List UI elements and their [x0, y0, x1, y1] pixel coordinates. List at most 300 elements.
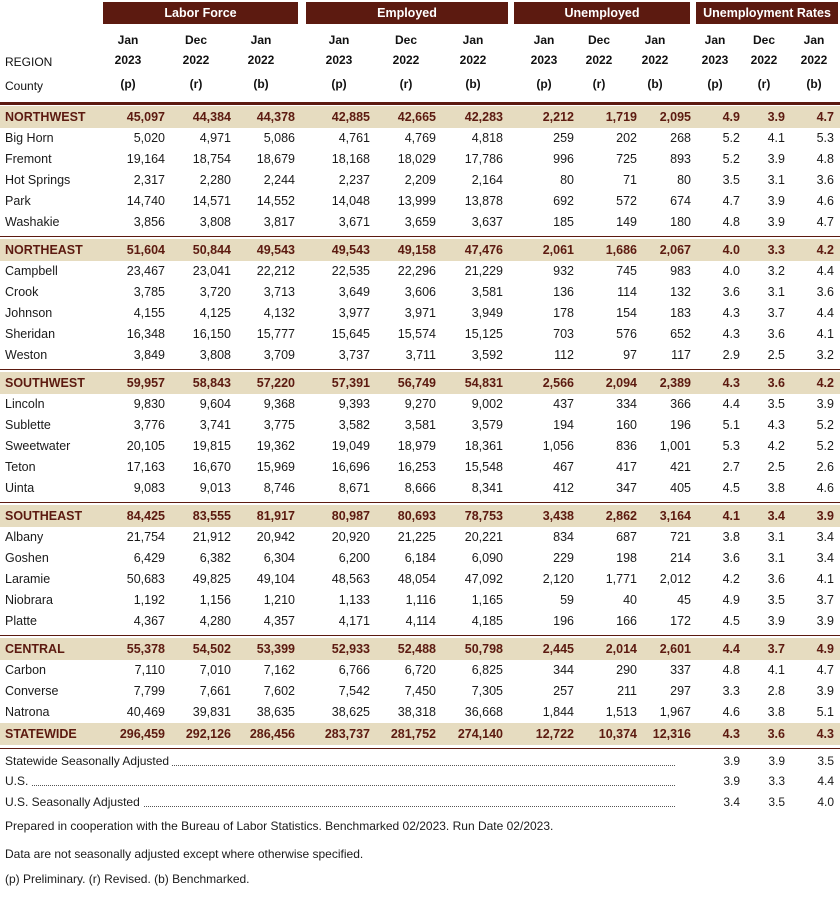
value-cell: 198: [616, 551, 637, 565]
county-name: Washakie: [5, 215, 60, 229]
value-cell: 4.7: [816, 110, 834, 124]
value-cell: 4.5: [722, 614, 740, 628]
value-cell: 4.6: [722, 705, 740, 719]
value-cell: 3.4: [767, 509, 785, 523]
value-cell: 9,830: [133, 397, 165, 411]
county-row: [0, 478, 840, 499]
column-header: (r): [189, 77, 203, 91]
county-row: [0, 611, 840, 632]
value-cell: 3,579: [471, 418, 503, 432]
value-cell: 2,862: [605, 509, 637, 523]
value-cell: 185: [553, 215, 574, 229]
county-row: [0, 415, 840, 436]
value-cell: 366: [670, 397, 691, 411]
value-cell: 15,574: [397, 327, 436, 341]
footnote: (p) Preliminary. (r) Revised. (b) Benchmarked.: [5, 872, 250, 886]
value-cell: 16,670: [192, 460, 231, 474]
value-cell: 15,548: [464, 460, 503, 474]
region-name: SOUTHWEST: [5, 376, 85, 390]
column-header: (p): [120, 77, 136, 91]
value-cell: 39,831: [192, 705, 231, 719]
value-cell: 10,374: [598, 727, 637, 741]
column-header: Dec: [752, 33, 775, 47]
value-cell: 6,382: [199, 551, 231, 565]
value-cell: 3,649: [338, 285, 370, 299]
value-cell: 14,048: [331, 194, 370, 208]
value-cell: 674: [670, 194, 691, 208]
value-cell: 3,971: [404, 306, 436, 320]
county-name: Albany: [5, 530, 44, 544]
value-cell: 8,341: [471, 481, 503, 495]
value-cell: 38,318: [397, 705, 436, 719]
value-cell: 58,843: [192, 376, 231, 390]
value-cell: 4.7: [722, 194, 740, 208]
county-row: [0, 212, 840, 233]
value-cell: 42,885: [331, 110, 370, 124]
column-header: 2023: [325, 53, 353, 67]
value-cell: 3.6: [722, 285, 740, 299]
value-cell: 1,210: [263, 593, 295, 607]
value-cell: 3,856: [133, 215, 165, 229]
value-cell: 1,056: [542, 439, 574, 453]
footnote: Prepared in cooperation with the Bureau of Labor Statistics. Benchmarked 02/2023. Run Date 02/2023.: [5, 819, 554, 833]
value-cell: 4.1: [816, 572, 834, 586]
value-cell: 268: [670, 131, 691, 145]
value-cell: 114: [617, 285, 637, 299]
value-cell: 893: [670, 152, 691, 166]
value-cell: 180: [670, 215, 691, 229]
value-cell: 3,785: [133, 285, 165, 299]
column-header: Jan: [644, 33, 666, 47]
value-cell: 6,304: [263, 551, 295, 565]
value-cell: 136: [553, 285, 574, 299]
value-cell: 6,720: [404, 663, 436, 677]
value-cell: 5.2: [722, 152, 740, 166]
value-cell: 8,746: [263, 481, 295, 495]
value-cell: 49,543: [331, 243, 370, 257]
value-cell: 38,635: [256, 705, 295, 719]
value-cell: 3,671: [338, 215, 370, 229]
adjusted-label: U.S. Seasonally Adjusted: [5, 792, 143, 812]
value-cell: 4.9: [722, 110, 740, 124]
column-header: 2022: [247, 53, 275, 67]
value-cell: 3.9: [816, 397, 834, 411]
column-header: (r): [592, 77, 606, 91]
value-cell: 3.1: [767, 173, 785, 187]
value-cell: 7,542: [338, 684, 370, 698]
value-cell: 3,720: [199, 285, 231, 299]
value-cell: 3.9: [816, 509, 834, 523]
value-cell: 2,209: [404, 173, 436, 187]
county-name: Natrona: [5, 705, 50, 719]
value-cell: 2,445: [542, 642, 574, 656]
value-cell: 337: [670, 663, 691, 677]
county-row: [0, 681, 840, 702]
value-cell: 2,014: [605, 642, 637, 656]
value-cell: 5.2: [816, 439, 834, 453]
value-cell: 19,164: [126, 152, 165, 166]
value-cell: 3.3: [768, 774, 785, 788]
value-cell: 6,090: [471, 551, 503, 565]
value-cell: 160: [616, 418, 637, 432]
value-cell: 334: [616, 397, 637, 411]
value-cell: 5.1: [722, 418, 740, 432]
value-cell: 51,604: [126, 243, 165, 257]
value-cell: 297: [670, 684, 691, 698]
value-cell: 3,659: [404, 215, 436, 229]
value-cell: 20,942: [256, 530, 295, 544]
county-name: Fremont: [5, 152, 52, 166]
value-cell: 48,563: [331, 572, 370, 586]
value-cell: 4,114: [405, 614, 436, 628]
value-cell: 3,713: [263, 285, 295, 299]
value-cell: 5,086: [263, 131, 295, 145]
value-cell: 290: [616, 663, 637, 677]
value-cell: 19,049: [331, 439, 370, 453]
value-cell: 36,668: [464, 705, 503, 719]
value-cell: 2.7: [722, 460, 740, 474]
value-cell: 5.1: [816, 705, 834, 719]
value-cell: 3.8: [722, 530, 740, 544]
region-row: [0, 372, 840, 394]
value-cell: 4.3: [722, 376, 740, 390]
value-cell: 3.5: [767, 397, 785, 411]
column-header: Jan: [704, 33, 726, 47]
value-cell: 4.4: [816, 264, 834, 278]
value-cell: 3.9: [767, 110, 785, 124]
value-cell: 996: [553, 152, 574, 166]
value-cell: 57,391: [331, 376, 370, 390]
value-cell: 3.6: [722, 551, 740, 565]
column-header: Jan: [328, 33, 350, 47]
value-cell: 5.3: [722, 439, 740, 453]
value-cell: 4.3: [722, 306, 740, 320]
value-cell: 259: [553, 131, 574, 145]
footnote: Data are not seasonally adjusted except where otherwise specified.: [5, 847, 364, 861]
value-cell: 4.8: [722, 663, 740, 677]
value-cell: 4.2: [816, 376, 834, 390]
value-cell: 3.8: [767, 705, 785, 719]
value-cell: 15,969: [256, 460, 295, 474]
value-cell: 3.6: [767, 572, 785, 586]
value-cell: 5.2: [816, 418, 834, 432]
value-cell: 3.9: [767, 152, 785, 166]
value-cell: 296,459: [119, 727, 165, 741]
value-cell: 6,200: [338, 551, 370, 565]
value-cell: 3.5: [767, 593, 785, 607]
value-cell: 692: [553, 194, 574, 208]
value-cell: 20,105: [126, 439, 165, 453]
value-cell: 19,362: [256, 439, 295, 453]
value-cell: 2,566: [542, 376, 574, 390]
value-cell: 18,679: [256, 152, 295, 166]
value-cell: 18,168: [331, 152, 370, 166]
value-cell: 18,029: [397, 152, 436, 166]
value-cell: 3,581: [471, 285, 503, 299]
value-cell: 3.6: [767, 376, 785, 390]
value-cell: 2,094: [605, 376, 637, 390]
value-cell: 2,237: [338, 173, 370, 187]
region-name: STATEWIDE: [5, 727, 77, 741]
county-name: Lincoln: [5, 397, 45, 411]
county-row: [0, 345, 840, 366]
value-cell: 745: [616, 264, 637, 278]
region-name: NORTHEAST: [5, 243, 83, 257]
value-cell: 4.7: [816, 663, 834, 677]
value-cell: 3.4: [816, 530, 834, 544]
value-cell: 196: [670, 418, 691, 432]
column-header: 2022: [641, 53, 669, 67]
value-cell: 4.1: [767, 131, 785, 145]
column-header: Jan: [117, 33, 139, 47]
value-cell: 3,606: [404, 285, 436, 299]
value-cell: 3.4: [723, 795, 740, 809]
value-cell: 4,280: [199, 614, 231, 628]
adjusted-row: [0, 751, 840, 771]
group-header: Employed: [306, 2, 508, 24]
value-cell: 154: [616, 306, 637, 320]
value-cell: 20,920: [331, 530, 370, 544]
value-cell: 4.3: [767, 418, 785, 432]
county-name: Converse: [5, 684, 59, 698]
value-cell: 22,212: [256, 264, 295, 278]
value-cell: 38,625: [331, 705, 370, 719]
county-row: [0, 128, 840, 149]
value-cell: 1,771: [605, 572, 637, 586]
value-cell: 3.6: [816, 173, 834, 187]
value-cell: 576: [616, 327, 637, 341]
section-divider: [0, 502, 840, 503]
value-cell: 45,097: [126, 110, 165, 124]
value-cell: 4.7: [816, 215, 834, 229]
value-cell: 4,171: [338, 614, 370, 628]
value-cell: 3.9: [767, 194, 785, 208]
value-cell: 5.3: [816, 131, 834, 145]
value-cell: 4.1: [816, 327, 834, 341]
region-row: [0, 505, 840, 527]
value-cell: 16,253: [397, 460, 436, 474]
value-cell: 4.8: [816, 152, 834, 166]
value-cell: 4.6: [816, 481, 834, 495]
county-name: Sheridan: [5, 327, 56, 341]
value-cell: 4.2: [722, 572, 740, 586]
value-cell: 1,513: [605, 705, 637, 719]
value-cell: 3,711: [405, 348, 436, 362]
value-cell: 3.9: [816, 684, 834, 698]
value-cell: 7,010: [199, 663, 231, 677]
county-row: [0, 394, 840, 415]
value-cell: 42,665: [397, 110, 436, 124]
value-cell: 97: [623, 348, 637, 362]
value-cell: 18,754: [192, 152, 231, 166]
value-cell: 166: [616, 614, 637, 628]
region-row: [0, 723, 840, 745]
value-cell: 12,316: [652, 727, 691, 741]
value-cell: 3.6: [767, 727, 785, 741]
county-name: Niobrara: [5, 593, 53, 607]
value-cell: 9,083: [133, 481, 165, 495]
value-cell: 178: [553, 306, 574, 320]
column-header: (r): [399, 77, 413, 91]
value-cell: 57,220: [256, 376, 295, 390]
value-cell: 2,120: [542, 572, 574, 586]
value-cell: 12,722: [535, 727, 574, 741]
value-cell: 3,164: [659, 509, 691, 523]
value-cell: 183: [670, 306, 691, 320]
county-name: Johnson: [5, 306, 53, 320]
value-cell: 4.3: [816, 727, 834, 741]
value-cell: 15,125: [464, 327, 503, 341]
value-cell: 7,602: [263, 684, 295, 698]
group-header: Unemployment Rates: [696, 2, 838, 24]
value-cell: 652: [670, 327, 691, 341]
value-cell: 20,221: [464, 530, 503, 544]
value-cell: 2,317: [133, 173, 165, 187]
value-cell: 14,571: [192, 194, 231, 208]
value-cell: 13,878: [464, 194, 503, 208]
section-divider: [0, 236, 840, 237]
value-cell: 22,535: [331, 264, 370, 278]
value-cell: 3,775: [263, 418, 295, 432]
value-cell: 3.5: [722, 173, 740, 187]
value-cell: 5.2: [722, 131, 740, 145]
value-cell: 16,348: [126, 327, 165, 341]
value-cell: 17,786: [464, 152, 503, 166]
value-cell: 412: [553, 481, 574, 495]
value-cell: 983: [670, 264, 691, 278]
value-cell: 3.1: [767, 285, 785, 299]
column-header: Jan: [250, 33, 272, 47]
county-name: Platte: [5, 614, 37, 628]
value-cell: 4.2: [767, 439, 785, 453]
value-cell: 725: [616, 152, 637, 166]
value-cell: 45: [677, 593, 691, 607]
value-cell: 21,754: [126, 530, 165, 544]
value-cell: 836: [616, 439, 637, 453]
adjusted-row: [0, 792, 840, 812]
value-cell: 3.9: [768, 754, 785, 768]
county-name: Goshen: [5, 551, 49, 565]
column-header: Jan: [803, 33, 825, 47]
value-cell: 572: [616, 194, 637, 208]
county-name: Weston: [5, 348, 48, 362]
value-cell: 9,604: [199, 397, 231, 411]
section-divider: [0, 369, 840, 370]
value-cell: 5,020: [133, 131, 165, 145]
value-cell: 3.8: [767, 481, 785, 495]
value-cell: 52,488: [397, 642, 436, 656]
county-row: [0, 527, 840, 548]
value-cell: 2,095: [659, 110, 691, 124]
value-cell: 50,683: [126, 572, 165, 586]
value-cell: 4,818: [471, 131, 503, 145]
value-cell: 3,808: [199, 348, 231, 362]
value-cell: 1,156: [199, 593, 231, 607]
value-cell: 80,987: [331, 509, 370, 523]
value-cell: 2,067: [659, 243, 691, 257]
value-cell: 7,305: [471, 684, 503, 698]
value-cell: 257: [553, 684, 574, 698]
value-cell: 40,469: [126, 705, 165, 719]
region-row: [0, 638, 840, 660]
value-cell: 2,012: [659, 572, 691, 586]
county-row: [0, 436, 840, 457]
value-cell: 7,450: [404, 684, 436, 698]
value-cell: 194: [553, 418, 574, 432]
county-row: [0, 191, 840, 212]
value-cell: 47,476: [464, 243, 503, 257]
value-cell: 405: [670, 481, 691, 495]
value-cell: 8,671: [338, 481, 370, 495]
county-row: [0, 149, 840, 170]
value-cell: 23,467: [126, 264, 165, 278]
column-header: 2022: [800, 53, 828, 67]
value-cell: 721: [670, 530, 691, 544]
value-cell: 2.5: [767, 460, 785, 474]
county-row: [0, 303, 840, 324]
value-cell: 132: [670, 285, 691, 299]
value-cell: 2,389: [659, 376, 691, 390]
value-cell: 2.9: [722, 348, 740, 362]
value-cell: 3.9: [767, 614, 785, 628]
value-cell: 81,917: [256, 509, 295, 523]
value-cell: 4,125: [199, 306, 231, 320]
column-header: 2022: [392, 53, 420, 67]
value-cell: 15,777: [256, 327, 295, 341]
value-cell: 4.4: [817, 774, 834, 788]
value-cell: 22,296: [397, 264, 436, 278]
value-cell: 6,825: [471, 663, 503, 677]
value-cell: 49,543: [256, 243, 295, 257]
county-row: [0, 457, 840, 478]
value-cell: 84,425: [126, 509, 165, 523]
value-cell: 344: [553, 663, 574, 677]
county-row: [0, 590, 840, 611]
value-cell: 347: [616, 481, 637, 495]
column-header: (r): [757, 77, 771, 91]
value-cell: 7,162: [263, 663, 295, 677]
value-cell: 1,133: [338, 593, 370, 607]
column-header: (p): [707, 77, 723, 91]
value-cell: 4.9: [816, 642, 834, 656]
column-header: (p): [331, 77, 347, 91]
value-cell: 80,693: [397, 509, 436, 523]
region-row: [0, 106, 840, 128]
value-cell: 1,844: [542, 705, 574, 719]
value-cell: 4.0: [722, 264, 740, 278]
region-label: REGION: [5, 55, 53, 69]
value-cell: 229: [553, 551, 574, 565]
value-cell: 4,761: [338, 131, 370, 145]
value-cell: 54,831: [464, 376, 503, 390]
value-cell: 49,825: [192, 572, 231, 586]
county-name: Sublette: [5, 418, 51, 432]
value-cell: 48,054: [397, 572, 436, 586]
value-cell: 4,132: [263, 306, 295, 320]
value-cell: 4,155: [133, 306, 165, 320]
value-cell: 286,456: [249, 727, 295, 741]
value-cell: 2,164: [471, 173, 503, 187]
column-header: Jan: [533, 33, 555, 47]
county-name: Big Horn: [5, 131, 54, 145]
value-cell: 3.6: [816, 285, 834, 299]
value-cell: 50,798: [464, 642, 503, 656]
value-cell: 14,552: [256, 194, 295, 208]
value-cell: 59: [560, 593, 574, 607]
value-cell: 1,686: [605, 243, 637, 257]
adjusted-label: Statewide Seasonally Adjusted: [5, 751, 172, 771]
section-divider: [0, 635, 840, 636]
